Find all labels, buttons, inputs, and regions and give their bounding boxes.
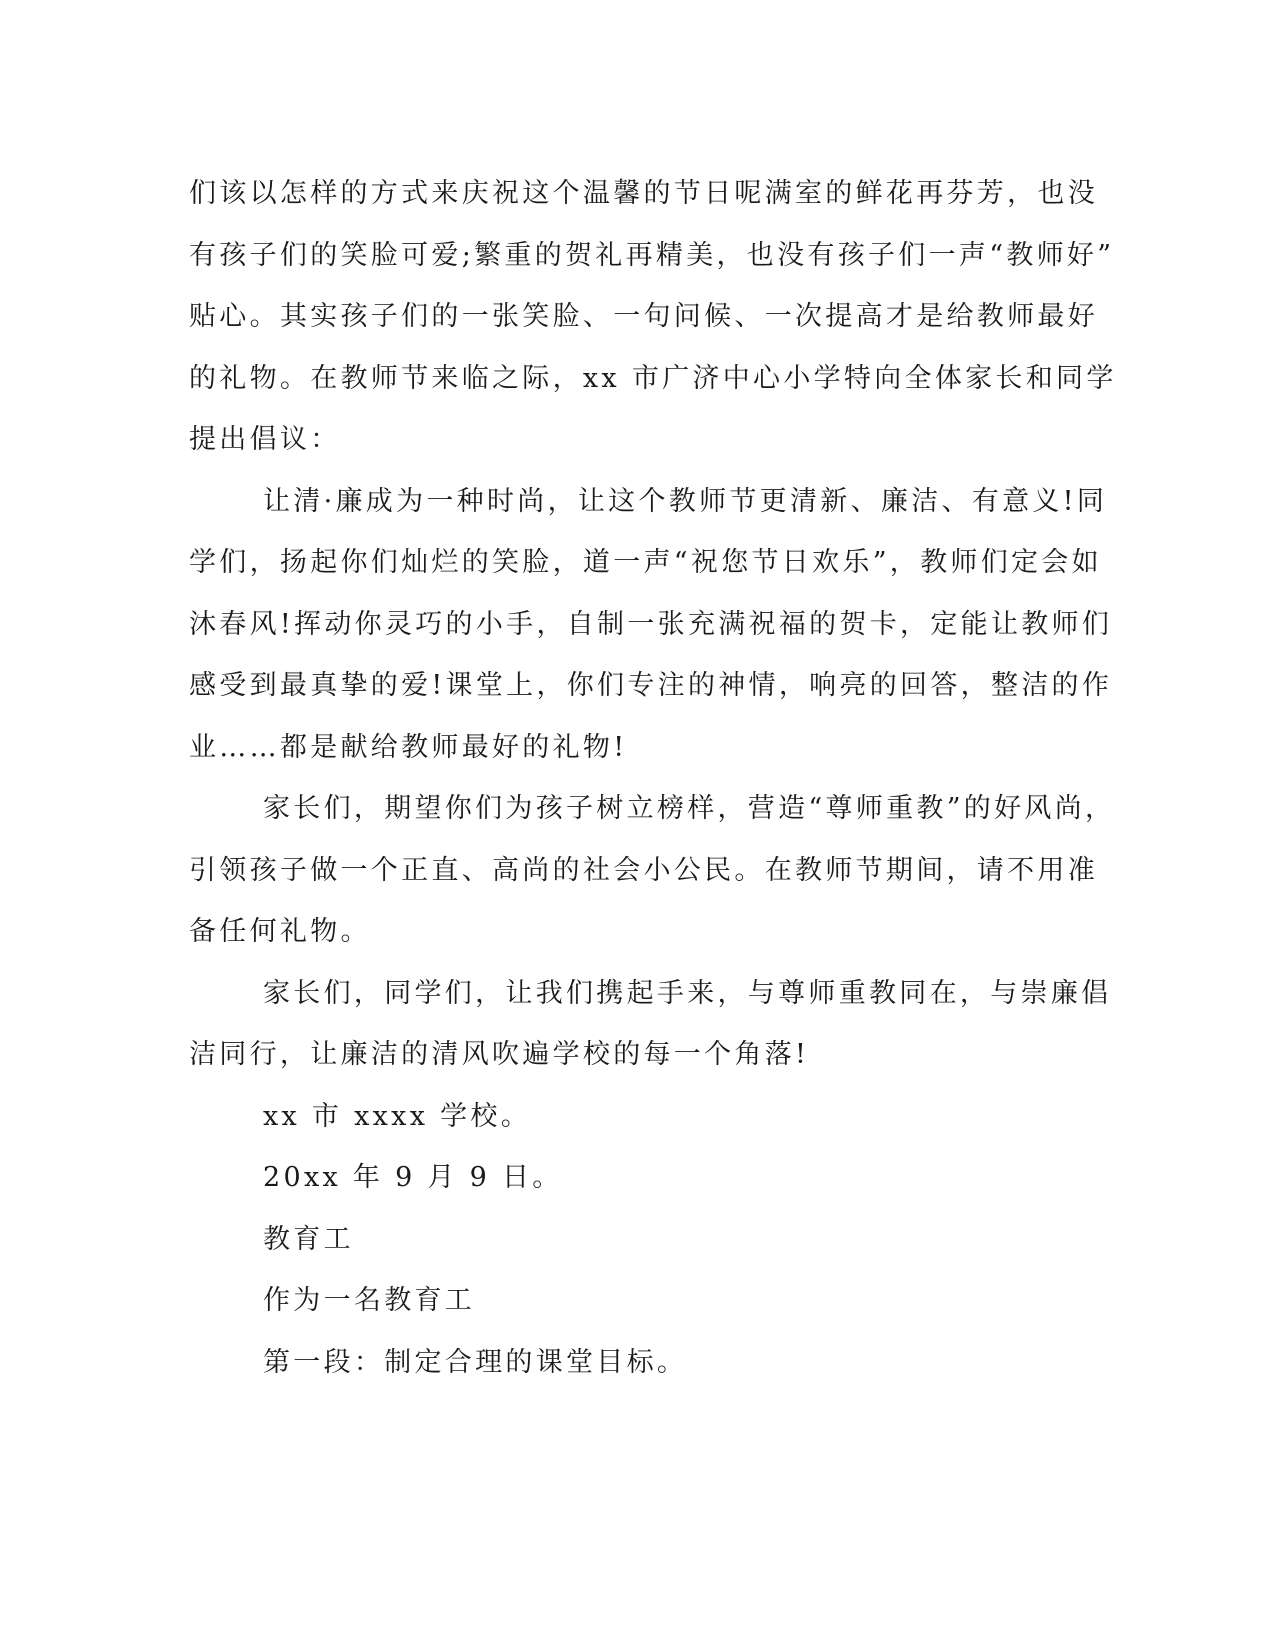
signature-school: xx 市 xxxx 学校。 xyxy=(263,1100,532,1132)
text-line: 第一段：制定合理的课堂目标。 xyxy=(263,1346,688,1378)
text-line: 沐春风!挥动你灵巧的小手，自制一张充满祝福的贺卡，定能让教师们 xyxy=(189,608,1113,640)
signature-date: 20xx 年 9 月 9 日。 xyxy=(263,1162,563,1193)
text-line: 贴心。其实孩子们的一张笑脸、一句问候、一次提高才是给教师最好 xyxy=(189,301,1098,332)
text-line: 业……都是献给教师最好的礼物! xyxy=(189,731,628,763)
text-line: 们该以怎样的方式来庆祝这个温馨的节日呢满室的鲜花再芬芳，也没 xyxy=(189,178,1098,209)
text-line: 家长们，期望你们为孩子树立榜样，营造“尊师重教”的好风尚， xyxy=(263,793,1116,824)
section-heading: 教育工 xyxy=(263,1223,354,1255)
text-line: 家长们，同学们，让我们携起手来，与尊师重教同在，与崇廉倡 xyxy=(263,977,1112,1009)
text-line: 备任何礼物。 xyxy=(189,916,371,947)
text-line: 的礼物。在教师节来临之际，xx 市广济中心小学特向全体家长和同学 xyxy=(189,362,1117,394)
document-body xyxy=(189,163,1117,1393)
text-line: 感受到最真挚的爱!课堂上，你们专注的神情，响亮的回答，整洁的作 xyxy=(189,670,1113,701)
text-line: 让清·廉成为一种时尚，让这个教师节更清新、廉洁、有意义!同 xyxy=(263,485,1108,517)
text-line: 洁同行，让廉洁的清风吹遍学校的每一个角落! xyxy=(189,1039,810,1070)
text-line: 作为一名教育工 xyxy=(263,1285,476,1316)
text-line: 学们，扬起你们灿烂的笑脸，道一声“祝您节日欢乐”，教师们定会如 xyxy=(189,547,1102,578)
text-line: 有孩子们的笑脸可爱;繁重的贺礼再精美，也没有孩子们一声“教师好” xyxy=(189,239,1115,271)
text-line: 提出倡议： xyxy=(189,424,341,455)
text-line: 引领孩子做一个正直、高尚的社会小公民。在教师节期间，请不用准 xyxy=(189,854,1098,886)
